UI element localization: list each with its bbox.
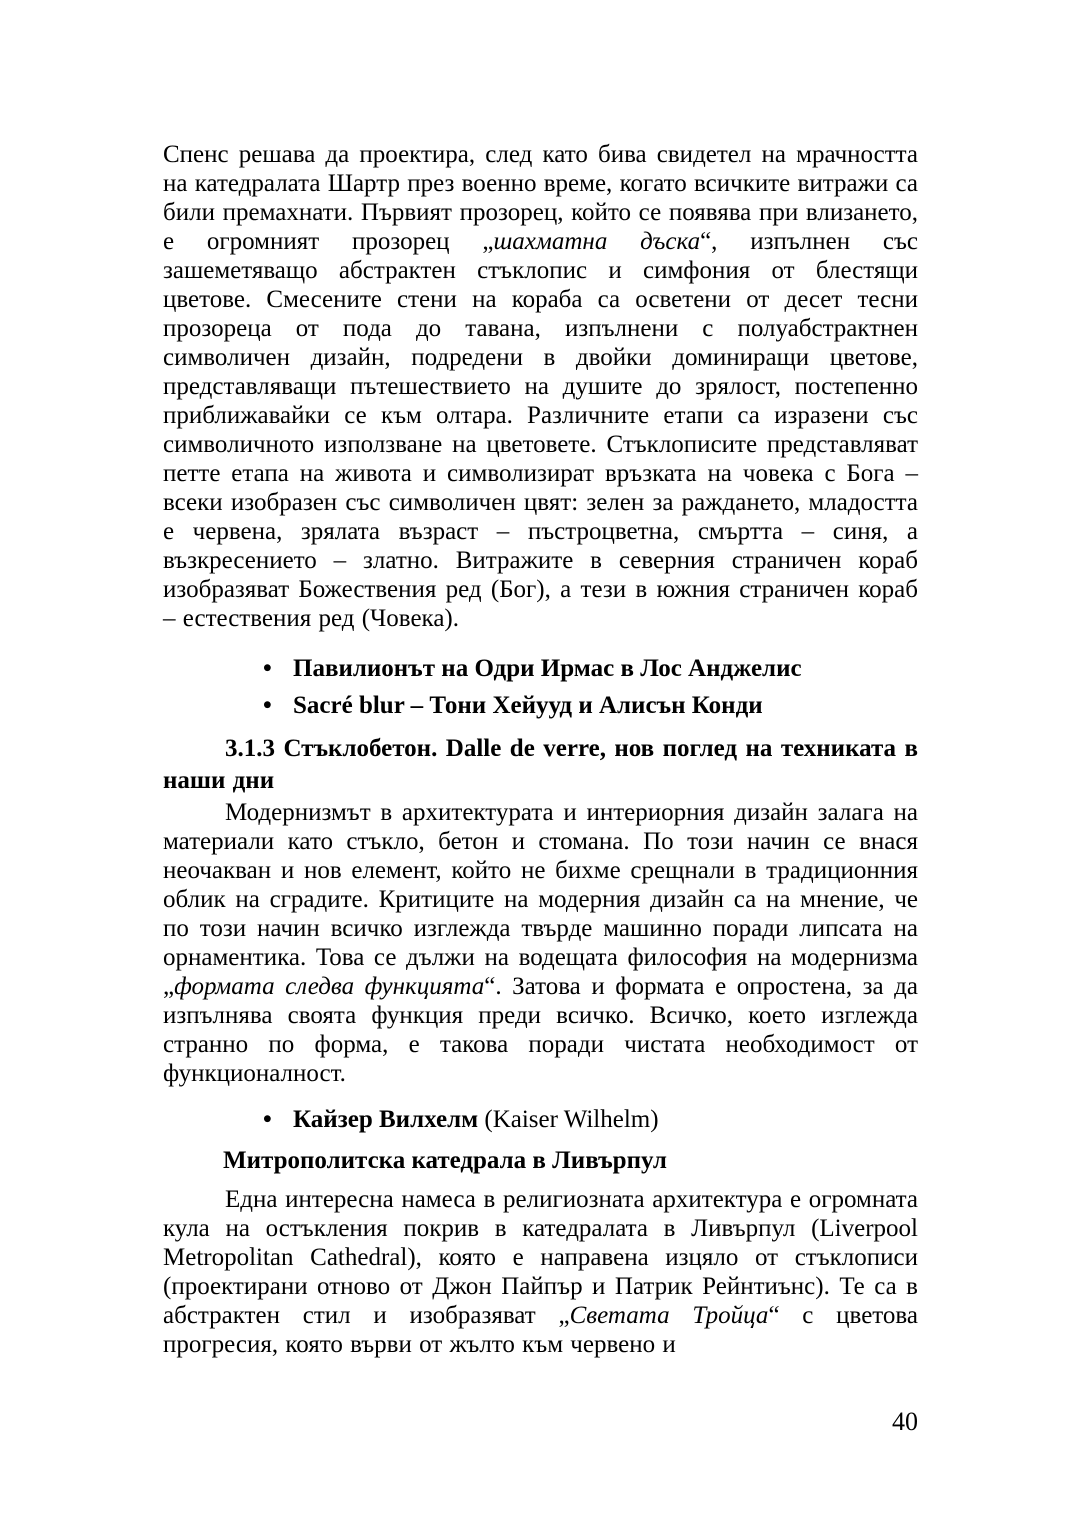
paragraph-modernism <box>163 798 918 1088</box>
paragraph-text: “, изпълнен със зашеметяващо абстрактен стъклопис и симфония от блестящи цветове. Смесените стени на кораба са осветени от десет тесни прозореца от пода до тавана, изпълнени с полуабстрактнен символичен дизайн, подредени в двойки доминиращи цветове, представляващи пътешествието на душите до зрялост, постепенно приближавайки се към олтара. Различните етапи са изразени със символичното използване на цветовете. Стъклописите представляват петте етапа на живота и символизират връзката на човека с Бога – всеки изобразен със символичен цвят: зелен за раждането, младостта е червена, зрялата възраст – пъстроцветна, смъртта – синя, а възкресението – златно. Витражите в северния страничен кораб изобразяват Божествения ред (Бог), а тези в южния страничен кораб – естествения ред (Човека). <box>163 228 919 632</box>
paragraph-liverpool <box>163 1185 918 1359</box>
page-number: 40 <box>892 1407 918 1436</box>
bullet-icon: • <box>263 692 272 719</box>
list-item-sacre-blur <box>263 689 918 722</box>
list-item-pavilion <box>263 652 918 685</box>
bullet-icon: • <box>263 655 272 682</box>
bullet-icon: • <box>263 1106 272 1133</box>
paragraph-text: Модернизмът в архитектурата и интериорния дизайн залага на материали като стъкло, бетон и стомана. По този начин се внася неочакван и нов елемент, който не бихме срещнали в традиционния облик на сградите. Критиците на модерния дизайн са на мнение, че по този начин всичко изглежда твърде машинно поради липсата на орнаментика. Това се дължи на водещата философия на модернизма „ <box>163 799 918 1000</box>
bullet-list-kaiser <box>163 1103 918 1136</box>
subsection-heading-liverpool: Митрополитска катедрала в Ливърпул <box>223 1147 667 1174</box>
section-heading-3-1-3: 3.1.3 Стъклобетон. Dalle de verre, нов поглед на техниката в наши дни <box>163 735 918 794</box>
kaiser-bold-text: Кайзер Вилхелм <box>293 1106 479 1133</box>
spacer <box>163 1088 918 1103</box>
paragraph-spence-cathedral <box>163 140 918 633</box>
kaiser-regular-text: (Kaiser Wilhelm) <box>478 1106 659 1133</box>
paragraph-text: Спенс решава да проектира, след като бива свидетел на мрачността на катедралата Шартр през военно време, когато всичките витражи са били премахнати. Първият прозорец, който се появява при влизането, е огромният прозорец „ <box>163 141 918 255</box>
list-item-label: Sacré blur – Тони Хейууд и Алисън Конди <box>293 692 763 719</box>
bullet-list-examples <box>163 652 918 722</box>
italic-quote-holy-trinity: Светата Тройца <box>569 1302 769 1329</box>
paragraph-text: “. Затова и формата е опростена, за да изпълнява своята функция преди всичко. Всичко, което изглежда странно по форма, е такова поради чистата необходимост от функционалност. <box>163 973 918 1087</box>
list-item-label <box>293 1103 918 1136</box>
list-item-kaiser-wilhelm <box>263 1103 918 1136</box>
paragraph-text: “ с цветова прогресия, която върви от жълто към червено и <box>163 1302 918 1358</box>
italic-quote-form-follows-function: формата следва функцията <box>174 973 485 1000</box>
list-item-label: Павилионът на Одри Ирмас в Лос Анджелис <box>293 655 802 682</box>
italic-quote-chessboard: шахматна дъска <box>493 228 701 255</box>
paragraph-text: Една интересна намеса в религиозната архитектура е огромната кула на остъкления покрив в катедралата в Ливърпул (Liverpool Metropolitan Cathedral), която е направена изцяло от стъклописи (проектирани отново от Джон Пайпър и Патрик Рейнтиънс). Те са в абстрактен стил и изобразяват „ <box>163 1186 918 1329</box>
